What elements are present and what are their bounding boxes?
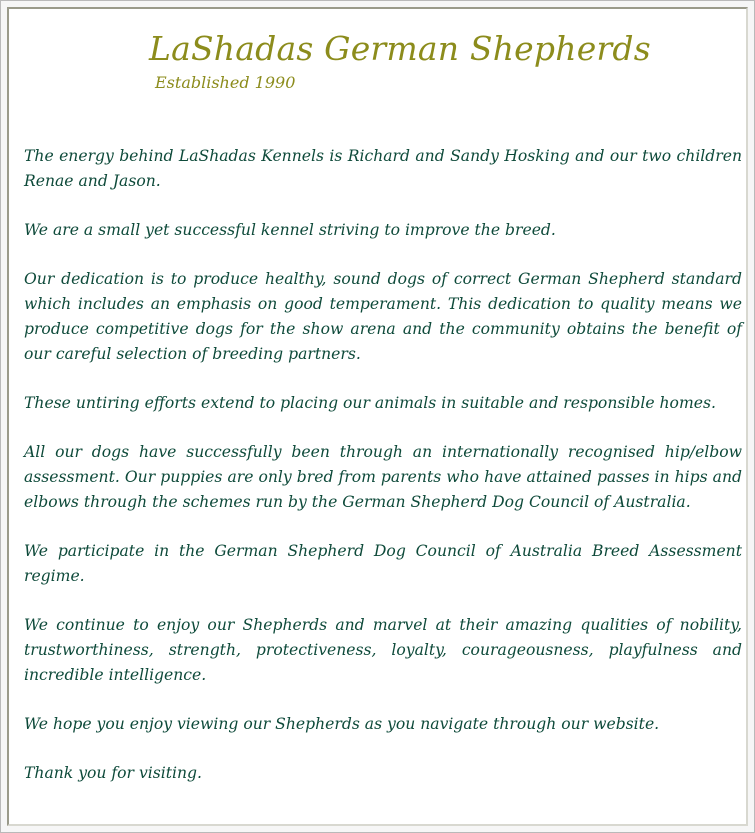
paragraph-qualities: We continue to enjoy our Shepherds and marvel at their amazing qualities of nobility, trustworthiness, strength, protectiveness, loyalty, courageousness, playfulness and incredible intelligence.: [24, 616, 742, 684]
welcome-text: [24, 144, 742, 810]
paragraph-dedication: Our dedication is to produce healthy, sound dogs of correct German Shepherd standard which includes an emphasis on good temperament. This dedication to quality means we produce competitive dogs for the show arena and the community obtains the benefit of our careful selection of breeding partners.: [24, 270, 742, 363]
page-subtitle: Established 1990: [155, 73, 296, 92]
paragraph-website: We hope you enjoy viewing our Shepherds as you navigate through our website.: [24, 715, 660, 733]
paragraph-kennel: We are a small yet successful kennel striving to improve the breed.: [24, 221, 556, 239]
page-header: [149, 29, 669, 93]
paragraph-health: All our dogs have successfully been through an internationally recognised hip/elbow assessment. Our puppies are only bred from parents who have attained passes in hips and elbows through the schemes run by the German Shepherd Dog Council of Australia.: [24, 443, 742, 511]
paragraph-thanks: Thank you for visiting.: [24, 764, 202, 782]
paragraph-homes: These untiring efforts extend to placing our animals in suitable and responsible homes.: [24, 394, 716, 412]
paragraph-family: The energy behind LaShadas Kennels is Richard and Sandy Hosking and our two children Renae and Jason.: [24, 147, 742, 190]
page-title: LaShadas German Shepherds: [149, 29, 651, 68]
paragraph-breed-assessment: We participate in the German Shepherd Dog Council of Australia Breed Assessment regime.: [24, 542, 742, 585]
content-panel: [7, 7, 748, 826]
